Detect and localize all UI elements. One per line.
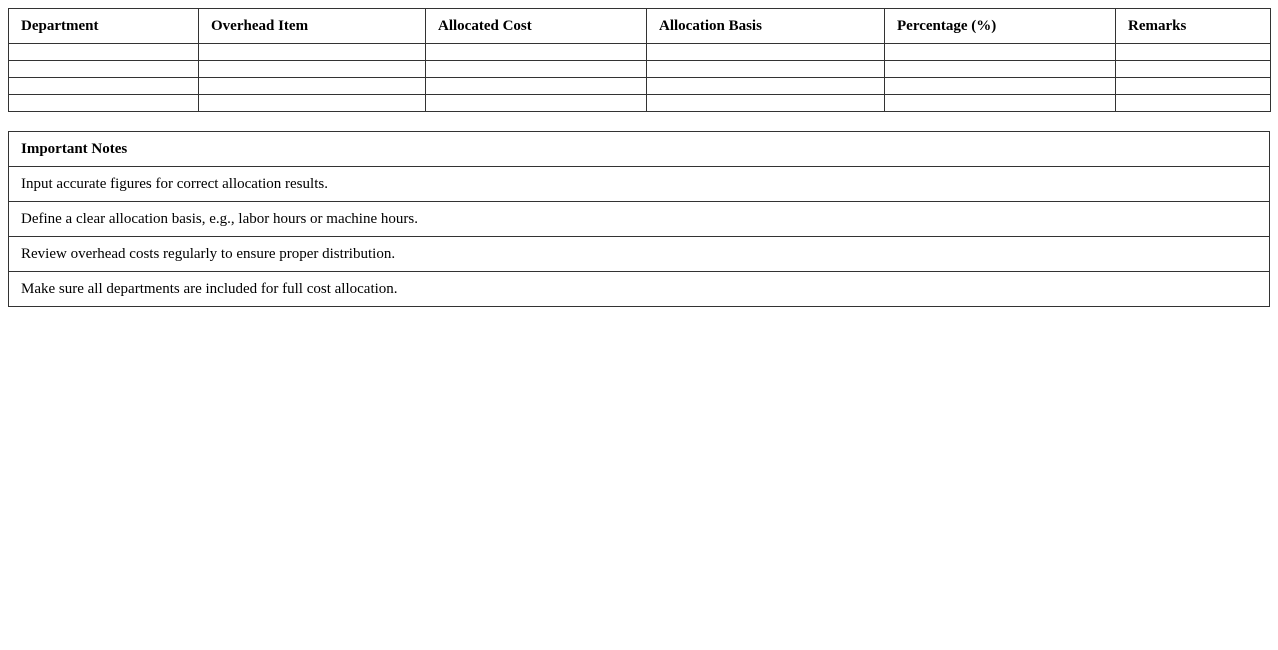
table-cell[interactable] <box>9 44 199 61</box>
notes-title: Important Notes <box>9 132 1270 167</box>
column-header-allocated-cost: Allocated Cost <box>426 9 647 44</box>
table-cell[interactable] <box>647 44 885 61</box>
table-cell[interactable] <box>1116 61 1271 78</box>
table-cell[interactable] <box>426 78 647 95</box>
table-cell[interactable] <box>426 95 647 112</box>
overhead-allocation-table <box>8 8 1271 112</box>
list-item <box>9 272 1270 307</box>
table-cell[interactable] <box>199 44 426 61</box>
table-cell[interactable] <box>426 44 647 61</box>
column-header-percentage: Percentage (%) <box>885 9 1116 44</box>
column-header-allocation-basis: Allocation Basis <box>647 9 885 44</box>
table-cell[interactable] <box>1116 95 1271 112</box>
table-cell[interactable] <box>1116 78 1271 95</box>
note-text: Input accurate figures for correct allocation results. <box>9 167 1270 202</box>
column-header-overhead-item: Overhead Item <box>199 9 426 44</box>
table-cell[interactable] <box>9 61 199 78</box>
table-row <box>9 61 1271 78</box>
table-cell[interactable] <box>426 61 647 78</box>
column-header-department: Department <box>9 9 199 44</box>
note-text: Define a clear allocation basis, e.g., labor hours or machine hours. <box>9 202 1270 237</box>
table-row <box>9 95 1271 112</box>
important-notes-table <box>8 131 1270 307</box>
table-cell[interactable] <box>885 95 1116 112</box>
note-text: Make sure all departments are included for full cost allocation. <box>9 272 1270 307</box>
table-cell[interactable] <box>647 78 885 95</box>
list-item <box>9 167 1270 202</box>
table-cell[interactable] <box>1116 44 1271 61</box>
table-cell[interactable] <box>199 95 426 112</box>
table-cell[interactable] <box>885 61 1116 78</box>
table-cell[interactable] <box>647 61 885 78</box>
table-cell[interactable] <box>9 78 199 95</box>
column-header-remarks: Remarks <box>1116 9 1271 44</box>
table-header-row <box>9 9 1271 44</box>
list-item <box>9 237 1270 272</box>
document-body <box>8 8 1270 307</box>
notes-header-row <box>9 132 1270 167</box>
table-cell[interactable] <box>647 95 885 112</box>
table-cell[interactable] <box>9 95 199 112</box>
table-cell[interactable] <box>885 78 1116 95</box>
table-cell[interactable] <box>199 61 426 78</box>
table-row <box>9 44 1271 61</box>
table-cell[interactable] <box>885 44 1116 61</box>
list-item <box>9 202 1270 237</box>
table-row <box>9 78 1271 95</box>
note-text: Review overhead costs regularly to ensure proper distribution. <box>9 237 1270 272</box>
table-cell[interactable] <box>199 78 426 95</box>
